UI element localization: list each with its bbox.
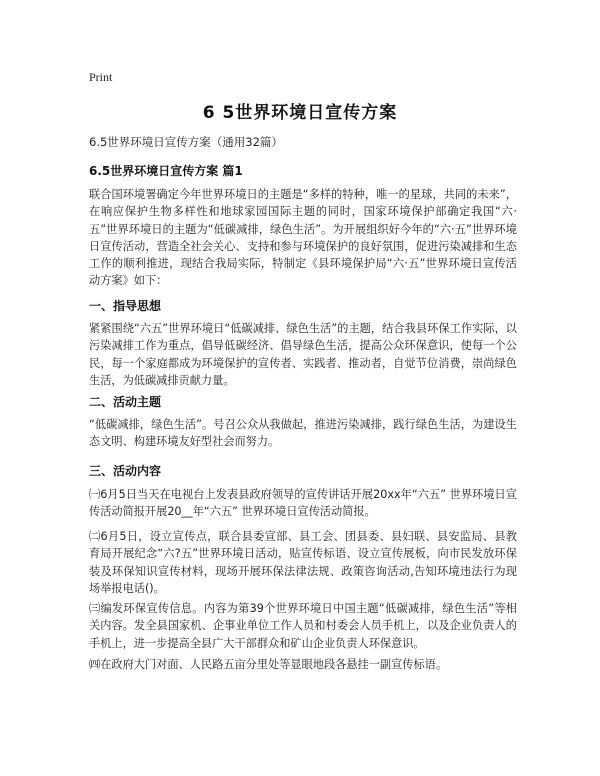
section-heading-guiding-ideology: 一、指导思想 bbox=[89, 299, 162, 313]
paragraph-content-item-3: ㈢编发环保宣传信息。内容为第39个世界环境日中国主题“低碳减排，绿色生活”等相关内容。发全县国家机、企事业单位工作人员和村委会人员手机上，以及企业负责人的手机上，进一步提高全县广大干部群众和矿山企业负责人环保意识。 bbox=[89, 602, 517, 650]
paragraph-guiding-ideology: 紧紧围绕“六五”世界环境日“低碳减排、绿色生活”的主题，结合我县环保工作实际，以污染减排工作为重点，倡导低碳经济、倡导绿色生活，提高公众环保意识，使每一个公民，每一个家庭都成为环境保护的宣传者、实践者、推动者，自觉节位消费，崇尚绿色生活，为低碳减排贡献力量。 bbox=[89, 322, 517, 387]
article-heading: 6.5世界环境日宣传方案 篇1 bbox=[89, 164, 243, 178]
paragraph-activity-theme: “低碳减排，绿色生活”。号召公众从我做起，推进污染减排，践行绿色生活，为建设生态文明、构建环境友好型社会而努力。 bbox=[89, 418, 517, 449]
intro-paragraph: 联合国环境署确定今年世界环境日的主题是“多样的特种，唯一的星球，共同的未来”，在响应保护生物多样性和地球家园国际主题的同时，国家环境保护部确定我国“六·五”世界环境日的主题为“低碳减排，绿色生活”。为开展组织好今年的“六·五”世界环境日宣传活动，营造全社会关心、支持和参与环境保护的良好氛围，促进污染减排和生态工作的顺利推进，现结合我局实际，特制定《县环境保护局“六·五”世界环境日宣传活动方案》如下： bbox=[89, 188, 517, 288]
document-title: 6 5世界环境日宣传方案 bbox=[202, 103, 398, 123]
paragraph-content-item-4: ㈣在政府大门对面、人民路五亩分里处等显眼地段各悬挂一副宣传标语。 bbox=[89, 658, 448, 671]
section-heading-activity-theme: 二、活动主题 bbox=[89, 395, 162, 409]
document-subtitle: 6.5世界环境日宣传方案（通用32篇） bbox=[89, 135, 283, 149]
section-heading-activity-content: 三、活动内容 bbox=[89, 464, 162, 478]
paragraph-content-item-2: ㈡6月5日，设立宣传点，联合县委宣部、县工会、团县委、县妇联、县安监局、县教育局开展纪念“六?五”世界环境日活动，贴宣传标语、设立宣传展板，向市民发放环保装及环保知识宣传材料，现场开展环保法律法规、政策咨询活动,告知环境违法行为现场举报电话()。 bbox=[89, 530, 517, 595]
paragraph-content-item-1: ㈠6月5日当天在电视台上发表县政府领导的宣传讲话开展20xx年“六五” 世界环境日宣传活动简报开展20__年“六五” 世界环境日宣传活动简报。 bbox=[89, 488, 517, 519]
print-label: Print bbox=[89, 70, 113, 84]
